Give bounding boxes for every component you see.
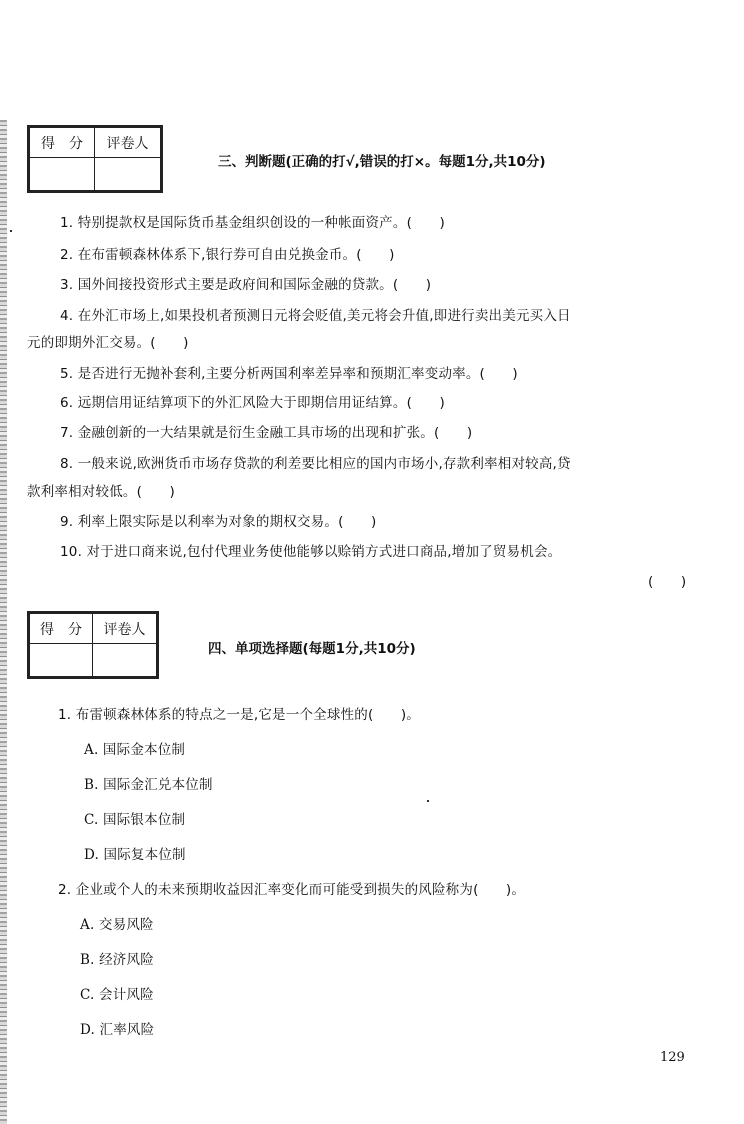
s3-item-3: 3. 国外间接投资形式主要是政府间和国际金融的贷款。( ): [60, 277, 432, 293]
section4-title: 四、单项选择题(每题1分,共10分): [208, 641, 416, 657]
score-label: 得 分: [30, 614, 93, 644]
s4-question-1: 1. 布雷顿森林体系的特点之一是,它是一个全球性的( )。: [58, 707, 420, 723]
s4-q1-option-a: A. 国际金本位制: [84, 742, 186, 758]
section3-score-box: [27, 125, 163, 193]
s4-q2-option-b: B. 经济风险: [80, 952, 154, 968]
section3-title: 三、判断题(正确的打√,错误的打×。每题1分,共10分): [218, 154, 546, 170]
s4-q1-option-d: D. 国际复本位制: [84, 847, 186, 863]
scan-speck: [427, 800, 429, 802]
grader-cell[interactable]: [93, 644, 157, 677]
score-cell[interactable]: [30, 644, 93, 677]
binding-edge: [0, 120, 7, 1124]
s3-item-2: 2. 在布雷顿森林体系下,银行券可自由兑换金币。( ): [60, 247, 395, 263]
grader-label: 评卷人: [95, 128, 161, 158]
s3-item-4: 4. 在外汇市场上,如果投机者预测日元将会贬值,美元将会升值,即进行卖出美元买入日: [60, 308, 571, 324]
scan-speck: [10, 230, 12, 232]
s3-item-6: 6. 远期信用证结算项下的外汇风险大于即期信用证结算。( ): [60, 395, 445, 411]
grader-cell[interactable]: [95, 158, 161, 191]
s4-q1-option-b: B. 国际金汇兑本位制: [84, 777, 213, 793]
score-label: 得 分: [30, 128, 95, 158]
s4-q1-option-c: C. 国际银本位制: [84, 812, 186, 828]
s3-item-7: 7. 金融创新的一大结果就是衍生金融工具市场的出现和扩张。( ): [60, 425, 473, 441]
s3-item-10: 10. 对于进口商来说,包付代理业务使他能够以赊销方式进口商品,增加了贸易机会。: [60, 544, 562, 560]
s4-q2-option-a: A. 交易风险: [80, 917, 154, 933]
s3-item-8: 8. 一般来说,欧洲货币市场存贷款的利差要比相应的国内市场小,存款利率相对较高,贷: [60, 456, 571, 472]
s4-question-2: 2. 企业或个人的未来预期收益因汇率变化而可能受到损失的风险称为( )。: [58, 882, 526, 898]
s3-item-8-cont: 款利率相对较低。( ): [27, 484, 175, 500]
s3-item-10-cont: ( ): [648, 574, 687, 590]
s3-item-4-cont: 元的即期外汇交易。( ): [27, 335, 189, 351]
page-number: 129: [660, 1050, 685, 1065]
s4-q2-option-c: C. 会计风险: [80, 987, 154, 1003]
s3-item-1: 1. 特别提款权是国际货币基金组织创设的一种帐面资产。( ): [60, 215, 445, 231]
s4-q2-option-d: D. 汇率风险: [80, 1022, 155, 1038]
score-cell[interactable]: [30, 158, 95, 191]
s3-item-5: 5. 是否进行无抛补套利,主要分析两国利率差异率和预期汇率变动率。( ): [60, 366, 518, 382]
grader-label: 评卷人: [93, 614, 157, 644]
s3-item-9: 9. 利率上限实际是以利率为对象的期权交易。( ): [60, 514, 377, 530]
section4-score-box: [27, 611, 159, 679]
